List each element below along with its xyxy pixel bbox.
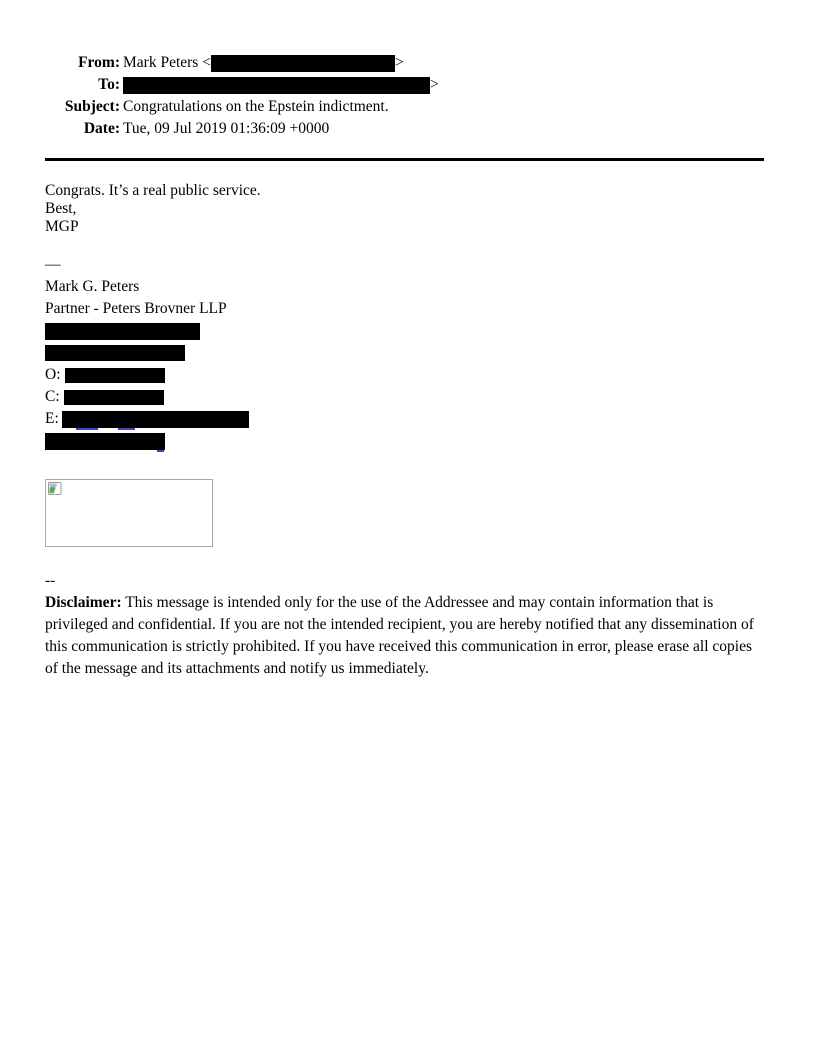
email-body <box>45 182 261 236</box>
header-row-subject <box>45 96 439 118</box>
from-label: From: <box>78 54 120 71</box>
to-email-redaction-bar <box>123 77 430 94</box>
signature-name: Mark G. Peters <box>45 278 140 295</box>
redacted-link-underline <box>118 428 135 430</box>
body-line-initials: MGP <box>45 218 79 235</box>
subject-label: Subject: <box>64 98 120 115</box>
signature-title: Partner - Peters Brovner LLP <box>45 300 227 317</box>
from-sender-name: Mark Peters < <box>123 54 211 71</box>
disclaimer-text: This message is intended only for the use of the Addressee and may contain information that is privileged and confidential. If you are not the intended recipient, you are hereby notified that any dissemination of this communication is strictly prohibited. If you have received this communication in error, please erase all copies of the message and its attachments and notify us immediately. <box>45 594 754 677</box>
email-header <box>45 52 439 140</box>
email-address-redaction-bar <box>62 411 249 428</box>
footer-separator: -- <box>45 572 56 589</box>
office-phone-label: O: <box>45 366 61 383</box>
header-row-date <box>45 118 439 140</box>
signature-address-line-2 <box>45 342 249 364</box>
date-label: Date: <box>83 120 120 137</box>
cell-phone-label: C: <box>45 388 60 405</box>
subject-value: Congratulations on the Epstein indictment. <box>123 98 389 115</box>
header-row-to <box>45 74 439 96</box>
signature-separator: — <box>45 256 61 273</box>
redacted-link-underline <box>157 450 164 452</box>
website-redaction-bar <box>45 433 165 450</box>
signature-address-line-1 <box>45 320 249 342</box>
redacted-link-underline <box>76 428 98 430</box>
from-email-redaction-bar <box>211 55 395 72</box>
body-line-greeting: Congrats. It’s a real public service. <box>45 182 261 199</box>
email-address-label: E: <box>45 410 59 427</box>
cell-phone-redaction-bar <box>64 390 164 405</box>
broken-image-icon <box>48 482 62 496</box>
to-suffix: > <box>430 76 439 93</box>
signature-email-address <box>45 408 249 430</box>
from-suffix: > <box>394 54 404 71</box>
disclaimer-label: Disclaimer: <box>45 594 122 611</box>
date-value: Tue, 09 Jul 2019 01:36:09 +0000 <box>123 120 330 137</box>
address-line-1-redaction-bar <box>45 323 200 340</box>
body-line-closing: Best, <box>45 200 77 217</box>
signature-website <box>45 430 249 452</box>
signature-block <box>45 254 249 452</box>
from-value <box>123 52 404 74</box>
disclaimer-paragraph <box>45 592 767 680</box>
to-value <box>123 74 439 96</box>
address-line-2-redaction-bar <box>45 345 185 361</box>
email-footer <box>45 570 767 680</box>
to-label: To: <box>98 76 120 93</box>
header-divider-rule <box>45 158 764 161</box>
office-phone-redaction-bar <box>65 368 165 383</box>
signature-cell-phone <box>45 386 249 408</box>
signature-office-phone <box>45 364 249 386</box>
header-row-from <box>45 52 439 74</box>
inline-image-placeholder <box>45 479 213 547</box>
